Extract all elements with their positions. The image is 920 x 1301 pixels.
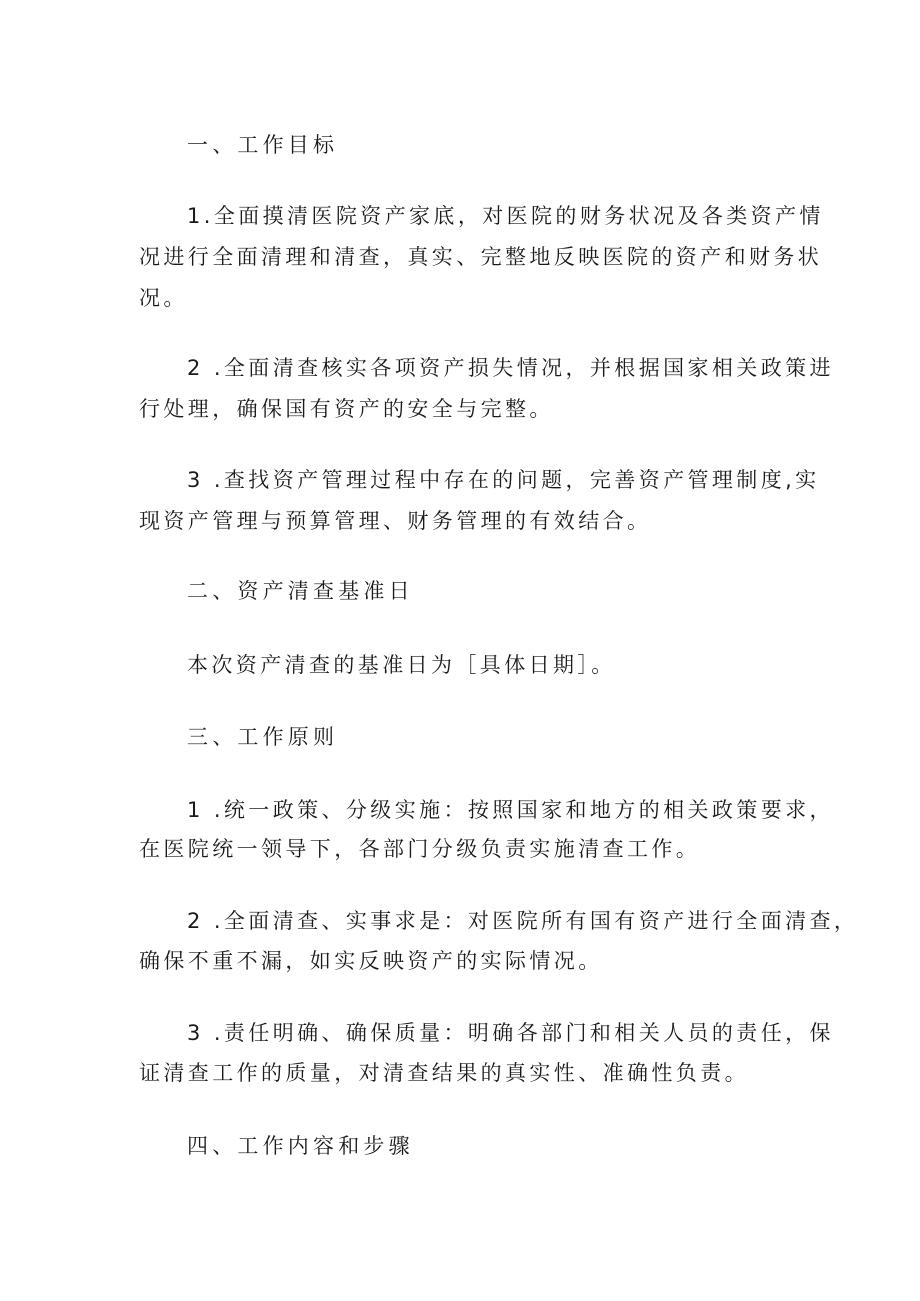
section-heading-1: 一、工作目标 — [187, 133, 339, 157]
section-heading-3: 三、工作原则 — [187, 725, 339, 749]
paragraph-1-3-line-2: 现资产管理与预算管理、财务管理的有效结合。 — [139, 509, 652, 533]
paragraph-3-3-line-2: 证清查工作的质量，对清查结果的真实性、准确性负责。 — [139, 1061, 749, 1085]
paragraph-3-3-line-1: 3 .责任明确、确保质量：明确各部门和相关人员的责任，保 — [187, 1021, 834, 1045]
paragraph-1-1-line-2: 况进行全面清理和清查，真实、完整地反映医院的资产和财务状 — [139, 245, 823, 269]
paragraph-3-1-line-2: 在医院统一领导下，各部门分级负责实施清查工作。 — [139, 837, 701, 861]
section-heading-4: 四、工作内容和步骤 — [187, 1134, 414, 1158]
paragraph-1-1-line-3: 况。 — [139, 286, 188, 310]
section-heading-2: 二、资产清查基准日 — [187, 579, 414, 603]
paragraph-2-1-line-1: 本次资产清查的基准日为［具体日期］。 — [187, 653, 616, 677]
paragraph-1-2-line-1: 2 .全面清查核实各项资产损失情况，并根据国家相关政策进 — [187, 356, 834, 380]
paragraph-1-3-line-1: 3 .查找资产管理过程中存在的问题，完善资产管理制度,实 — [187, 468, 820, 492]
paragraph-3-1-line-1: 1 .统一政策、分级实施：按照国家和地方的相关政策要求， — [187, 798, 834, 822]
paragraph-3-2-line-1: 2 .全面清查、实事求是：对医院所有国有资产进行全面清查， — [187, 909, 859, 933]
paragraph-1-2-line-2: 行处理，确保国有资产的安全与完整。 — [139, 397, 554, 421]
paragraph-3-2-line-2: 确保不重不漏，如实反映资产的实际情况。 — [139, 949, 603, 973]
paragraph-1-1-line-1: 1.全面摸清医院资产家底，对医院的财务状况及各类资产情 — [187, 204, 824, 228]
